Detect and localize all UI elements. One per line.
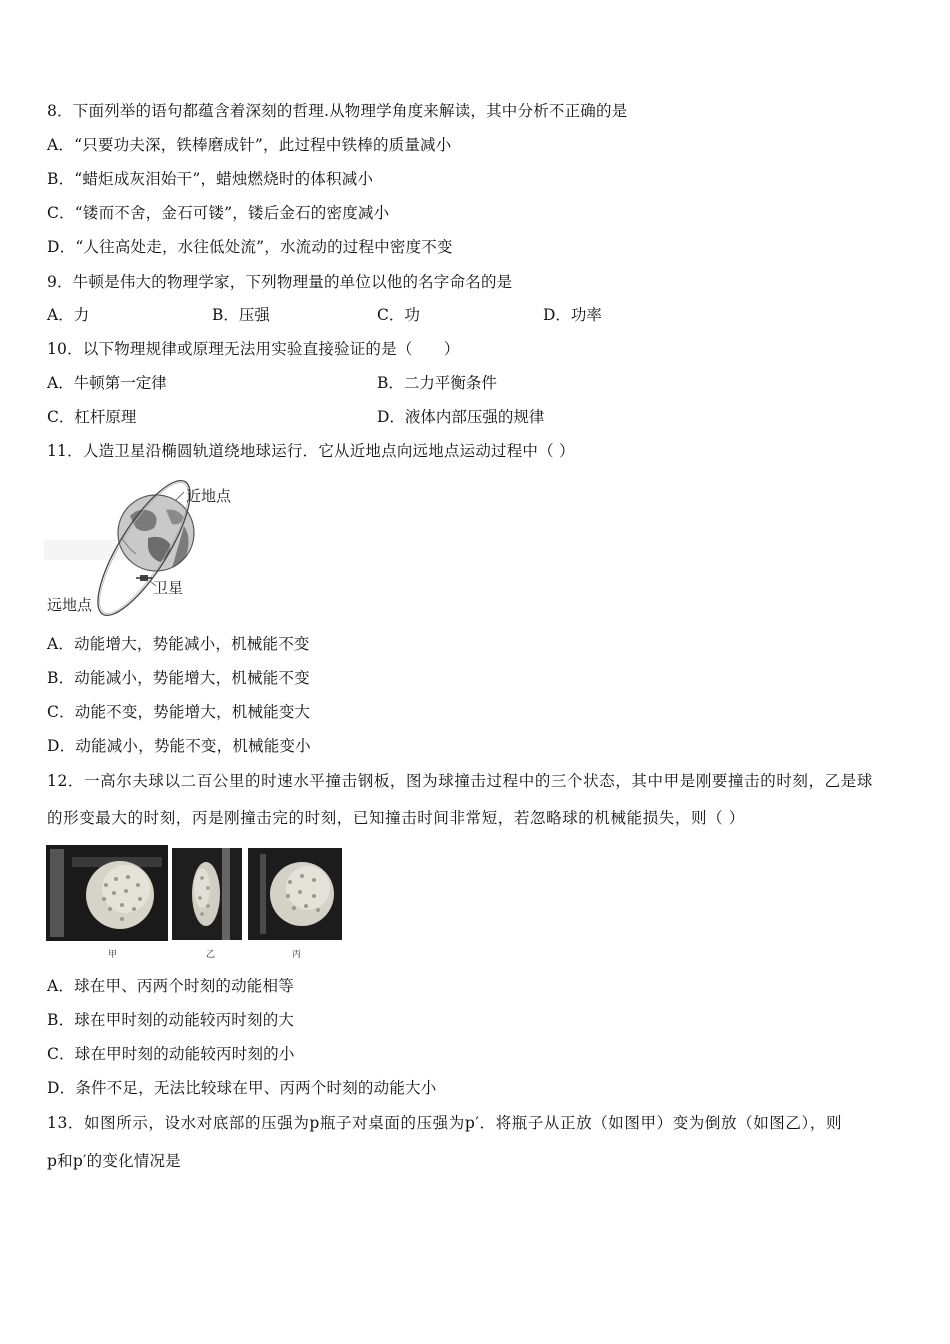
q12-option-b: B．球在甲时刻的动能较丙时刻的大 — [47, 1011, 295, 1029]
q9-option-a: A．力 — [47, 306, 90, 324]
q9-stem: 9．牛顿是伟大的物理学家，下列物理量的单位以他的名字命名的是 — [47, 273, 513, 291]
q10-option-d: D．液体内部压强的规律 — [377, 408, 545, 426]
q13-stem-line1: 13．如图所示，设水对底部的压强为p瓶子对桌面的压强为p′．将瓶子从正放（如图甲）变为倒放（如图乙），则 — [47, 1114, 843, 1132]
q11-option-a: A．动能增大，势能减小，机械能不变 — [47, 635, 310, 653]
caption-bing: 丙 — [292, 950, 302, 960]
q11-option-b: B．动能减小，势能增大，机械能不变 — [47, 669, 310, 687]
q8-option-b: B．“蜡炬成灰泪始干”，蜡烛燃烧时的体积减小 — [47, 170, 374, 188]
perigee-label: 近地点 — [186, 487, 232, 505]
q12-option-d: D．条件不足，无法比较球在甲、丙两个时刻的动能大小 — [47, 1079, 437, 1097]
q9-option-b: B．压强 — [212, 306, 270, 324]
q11-option-c: C．动能不变，势能增大，机械能变大 — [47, 703, 311, 721]
caption-yi: 乙 — [206, 950, 216, 960]
q9-option-c: C．功 — [377, 306, 420, 324]
q11-stem: 11．人造卫星沿椭圆轨道绕地球运行．它从近地点向远地点运动过程中（ ） — [47, 442, 575, 460]
q11-option-d: D．动能减小，势能不变，机械能变小 — [47, 737, 311, 755]
q13-stem-line2: p和p′的变化情况是 — [47, 1152, 181, 1170]
q10-stem: 10．以下物理规律或原理无法用实验直接验证的是（ ） — [47, 340, 460, 358]
q8-option-c: C．“镂而不舍，金石可镂”，镂后金石的密度减小 — [47, 204, 390, 222]
q12-stem-line2: 的形变最大的时刻，丙是刚撞击完的时刻，已知撞击时间非常短，若忽略球的机械能损失，则（ ） — [47, 809, 745, 827]
q10-option-b: B．二力平衡条件 — [377, 374, 497, 392]
golf-ball-photo-jia — [46, 845, 168, 941]
q12-option-c: C．球在甲时刻的动能较丙时刻的小 — [47, 1045, 295, 1063]
q9-option-d: D．功率 — [543, 306, 602, 324]
satellite-label: 卫星 — [153, 579, 184, 597]
q8-option-d: D．“人往高处走，水往低处流”，水流动的过程中密度不变 — [47, 238, 453, 256]
golf-ball-photo-bing — [248, 848, 342, 940]
caption-jia: 甲 — [108, 950, 118, 960]
q12-stem-line1: 12．一高尔夫球以二百公里的时速水平撞击钢板，图为球撞击过程中的三个状态，其中甲是刚要撞击的时刻，乙是球 — [47, 772, 873, 790]
q12-option-a: A．球在甲、丙两个时刻的动能相等 — [47, 977, 294, 995]
q10-option-c: C．杠杆原理 — [47, 408, 137, 426]
golf-ball-photo-yi — [172, 848, 242, 940]
apogee-label: 远地点 — [47, 596, 93, 614]
q8-stem: 8．下面列举的语句都蕴含着深刻的哲理.从物理学角度来解读，其中分析不正确的是 — [47, 102, 628, 120]
q8-option-a: A．“只要功夫深，铁棒磨成针”，此过程中铁棒的质量减小 — [47, 136, 452, 154]
q10-option-a: A．牛顿第一定律 — [47, 374, 167, 392]
